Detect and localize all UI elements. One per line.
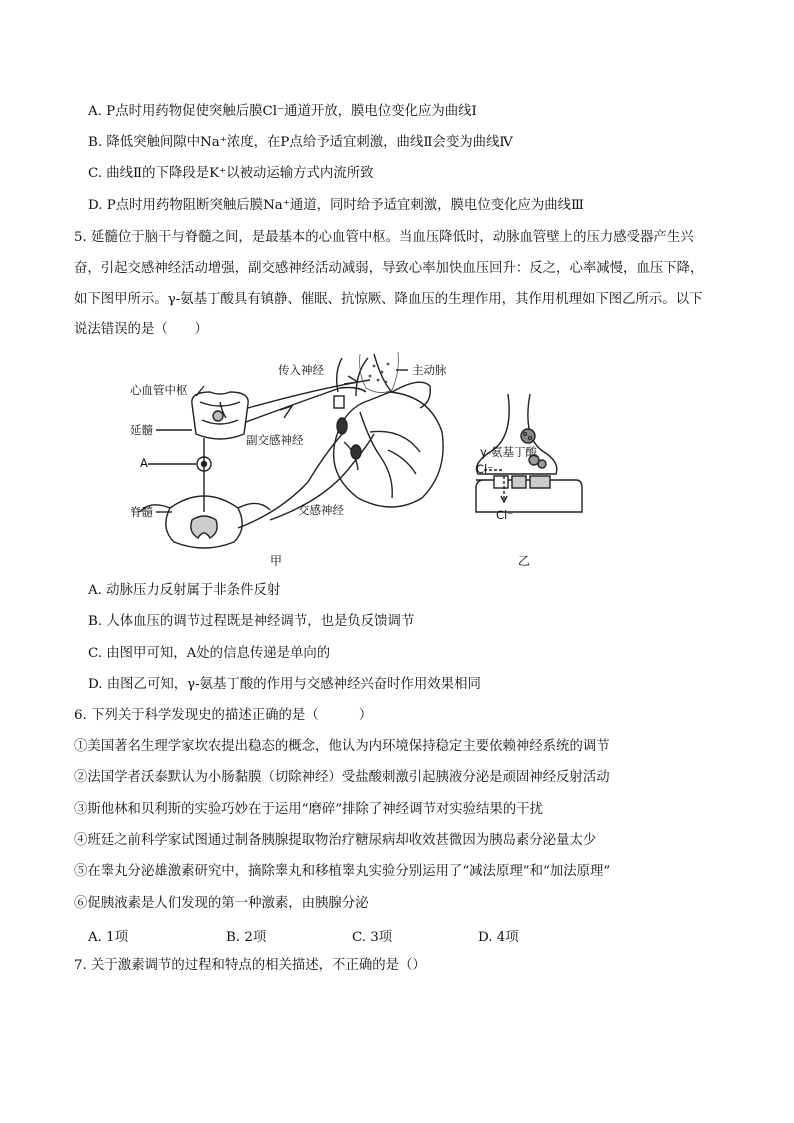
- q5-option-a: A. 动脉压力反射属于非条件反射: [88, 583, 281, 598]
- q4-option-b: B. 降低突触间隙中Na⁺浓度，在P点给予适宜刺激，曲线Ⅱ会变为曲线Ⅳ: [88, 135, 513, 150]
- q6-statement-5: ⑤在睾丸分泌雄激素研究中，摘除睾丸和移植睾丸实验分别运用了“减法原理”和“加法原理”: [74, 864, 611, 879]
- q5-figure-drawing: [130, 352, 690, 574]
- label-cl-top: Cl⁻: [476, 462, 494, 476]
- q5-stem-line-3: 如下图甲所示。γ-氨基丁酸具有镇静、催眠、抗惊厥、降血压的生理作用，其作用机理如下图乙所示。以下: [74, 292, 703, 307]
- caption-yi: 乙: [518, 554, 531, 568]
- spinal-cord-diagram: [140, 496, 270, 548]
- q6-option-c: C. 3项: [352, 930, 393, 945]
- label-cl-bottom: Cl⁻: [496, 508, 514, 522]
- label-medulla: 延髓: [130, 423, 153, 437]
- q6-statement-1: ①美国著名生理学家坎农提出稳态的概念，他认为内环境保持稳定主要依赖神经系统的调节: [74, 739, 610, 754]
- q5-option-d: D. 由图乙可知，γ-氨基丁酸的作用与交感神经兴奋时作用效果相同: [88, 677, 481, 692]
- q7-stem: 7. 关于激素调节的过程和特点的相关描述，不正确的是（）: [74, 958, 426, 973]
- q6-statement-2: ②法国学者沃泰默认为小肠黏膜（切除神经）受盐酸刺激引起胰液分泌是顽固神经反射活动: [74, 770, 610, 785]
- label-a: A: [140, 456, 148, 470]
- q4-option-a: A. P点时用药物促使突触后膜Cl⁻通道开放，膜电位变化应为曲线Ⅰ: [88, 104, 477, 119]
- q6-statement-4: ④班廷之前科学家试图通过制备胰腺提取物治疗糖尿病却收效甚微因为胰岛素分泌量太少: [74, 833, 597, 848]
- q6-statement-3: ③斯他林和贝利斯的实验巧妙在于运用“磨碎”排除了神经调节对实验结果的干扰: [74, 802, 543, 817]
- afferent-nerve: [248, 380, 370, 408]
- q5-stem-line-2: 奋，引起交感神经活动增强，副交感神经活动减弱，导致心率加快血压回升：反之，心率减慢，血压下降，: [74, 261, 704, 276]
- q6-choices: [88, 926, 588, 944]
- q6-option-b: B. 2项: [226, 930, 267, 945]
- label-sympathetic-nerve: 交感神经: [298, 503, 344, 517]
- q4-option-d: D. P点时用药物阻断突触后膜Na⁺通道，同时给予适宜刺激，膜电位变化应为曲线Ⅲ: [88, 198, 584, 213]
- q5-option-b: B. 人体血压的调节过程既是神经调节，也是负反馈调节: [88, 614, 415, 629]
- label-afferent-nerve: 传入神经: [278, 363, 324, 377]
- q5-option-c: C. 由图甲可知，A处的信息传递是单向的: [88, 646, 331, 661]
- caption-jia: 甲: [270, 554, 283, 568]
- q6-stem: 6. 下列关于科学发现史的描述正确的是（ ）: [74, 708, 373, 723]
- q5-figure: [130, 352, 690, 574]
- label-cardiovascular-center: 心血管中枢: [130, 383, 188, 397]
- q5-stem-line-4: 说法错误的是（ ）: [74, 322, 208, 337]
- q6-option-d: D. 4项: [478, 930, 519, 945]
- label-gaba: γ-氨基丁酸: [480, 445, 537, 459]
- q5-stem-line-1: 5. 延髓位于脑干与脊髓之间，是最基本的心血管中枢。当血压降低时，动脉血管壁上的压力感受器产生兴: [74, 230, 694, 245]
- q6-statement-6: ⑥促胰液素是人们发现的第一种激素，由胰腺分泌: [74, 896, 369, 911]
- q6-option-a: A. 1项: [88, 930, 129, 945]
- label-parasympathetic-nerve: 副交感神经: [246, 433, 304, 447]
- label-aorta: 主动脉: [412, 363, 447, 377]
- aorta-diagram: [360, 352, 399, 393]
- label-spinal-cord: 脊髓: [130, 505, 153, 519]
- q4-option-c: C. 曲线Ⅱ的下降段是K⁺以被动运输方式内流所致: [88, 166, 374, 181]
- medulla-diagram: [192, 392, 248, 439]
